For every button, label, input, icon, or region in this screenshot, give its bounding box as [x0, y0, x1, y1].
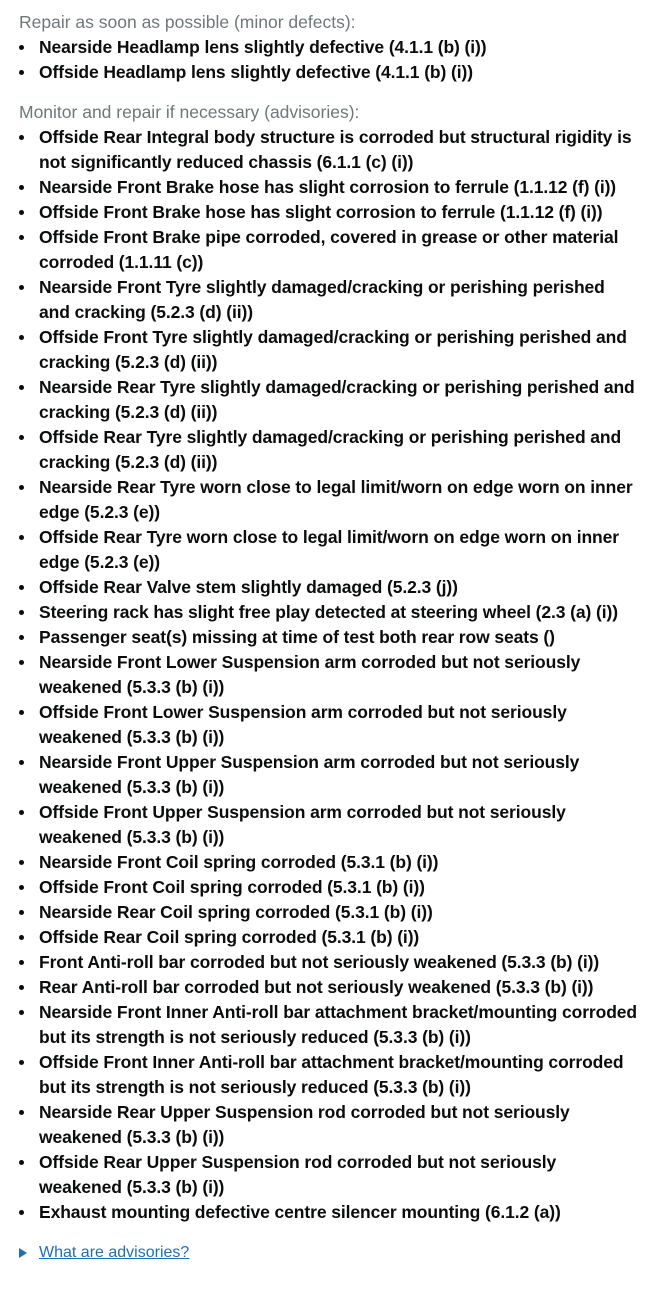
advisory-item: Nearside Front Coil spring corroded (5.3.1 (b) (i))	[19, 850, 639, 875]
advisory-item: Nearside Front Brake hose has slight corrosion to ferrule (1.1.12 (f) (i))	[19, 175, 639, 200]
advisory-item: Offside Rear Tyre worn close to legal limit/worn on edge worn on inner edge (5.2.3 (e))	[19, 525, 639, 575]
advisory-item: Rear Anti-roll bar corroded but not seriously weakened (5.3.3 (b) (i))	[19, 975, 639, 1000]
advisory-item: Offside Rear Valve stem slightly damaged (5.2.3 (j))	[19, 575, 639, 600]
advisories-list	[19, 125, 645, 1225]
what-are-advisories-link[interactable]: What are advisories?	[39, 1244, 190, 1261]
advisory-item: Offside Front Tyre slightly damaged/cracking or perishing perished and cracking (5.2.3 (d) (ii))	[19, 325, 639, 375]
minor-defect-item: Nearside Headlamp lens slightly defective (4.1.1 (b) (i))	[19, 35, 639, 60]
triangle-right-icon	[19, 1248, 27, 1258]
advisory-item: Offside Rear Upper Suspension rod corroded but not seriously weakened (5.3.3 (b) (i))	[19, 1150, 639, 1200]
advisory-item: Front Anti-roll bar corroded but not seriously weakened (5.3.3 (b) (i))	[19, 950, 639, 975]
minor-defect-item: Offside Headlamp lens slightly defective (4.1.1 (b) (i))	[19, 60, 639, 85]
advisory-item: Offside Rear Tyre slightly damaged/cracking or perishing perished and cracking (5.2.3 (d) (ii))	[19, 425, 639, 475]
advisory-item: Nearside Rear Coil spring corroded (5.3.1 (b) (i))	[19, 900, 639, 925]
advisory-item: Offside Front Lower Suspension arm corroded but not seriously weakened (5.3.3 (b) (i))	[19, 700, 639, 750]
advisory-item: Offside Front Brake hose has slight corrosion to ferrule (1.1.12 (f) (i))	[19, 200, 639, 225]
advisory-item: Nearside Rear Upper Suspension rod corroded but not seriously weakened (5.3.3 (b) (i))	[19, 1100, 639, 1150]
advisory-item: Offside Rear Coil spring corroded (5.3.1 (b) (i))	[19, 925, 639, 950]
advisory-item: Nearside Front Inner Anti-roll bar attachment bracket/mounting corroded but its strength is not seriously reduced (5.3.3 (b) (i))	[19, 1000, 639, 1050]
minor-defects-heading: Repair as soon as possible (minor defects):	[19, 12, 356, 32]
advisory-item: Offside Front Coil spring corroded (5.3.1 (b) (i))	[19, 875, 639, 900]
advisory-item: Offside Front Upper Suspension arm corroded but not seriously weakened (5.3.3 (b) (i))	[19, 800, 639, 850]
advisory-item: Nearside Front Lower Suspension arm corroded but not seriously weakened (5.3.3 (b) (i))	[19, 650, 639, 700]
advisory-item: Steering rack has slight free play detected at steering wheel (2.3 (a) (i))	[19, 600, 639, 625]
advisory-item: Exhaust mounting defective centre silencer mounting (6.1.2 (a))	[19, 1200, 639, 1225]
advisory-item: Nearside Front Upper Suspension arm corroded but not seriously weakened (5.3.3 (b) (i))	[19, 750, 639, 800]
advisory-item: Offside Front Inner Anti-roll bar attachment bracket/mounting corroded but its strength is not seriously reduced (5.3.3 (b) (i))	[19, 1050, 639, 1100]
minor-defects-list	[19, 35, 645, 85]
advisories-details-toggle[interactable]	[19, 1243, 645, 1263]
advisory-item: Offside Front Brake pipe corroded, covered in grease or other material corroded (1.1.11 (c))	[19, 225, 639, 275]
advisory-item: Passenger seat(s) missing at time of test both rear row seats ()	[19, 625, 639, 650]
advisory-item: Nearside Rear Tyre slightly damaged/cracking or perishing perished and cracking (5.2.3 (d) (ii))	[19, 375, 639, 425]
advisories-heading: Monitor and repair if necessary (advisories):	[19, 102, 360, 122]
advisory-item: Offside Rear Integral body structure is corroded but structural rigidity is not significantly reduced chassis (6.1.1 (c) (i))	[19, 125, 639, 175]
advisory-item: Nearside Front Tyre slightly damaged/cracking or perishing perished and cracking (5.2.3 (d) (ii))	[19, 275, 639, 325]
advisory-item: Nearside Rear Tyre worn close to legal limit/worn on edge worn on inner edge (5.2.3 (e))	[19, 475, 639, 525]
